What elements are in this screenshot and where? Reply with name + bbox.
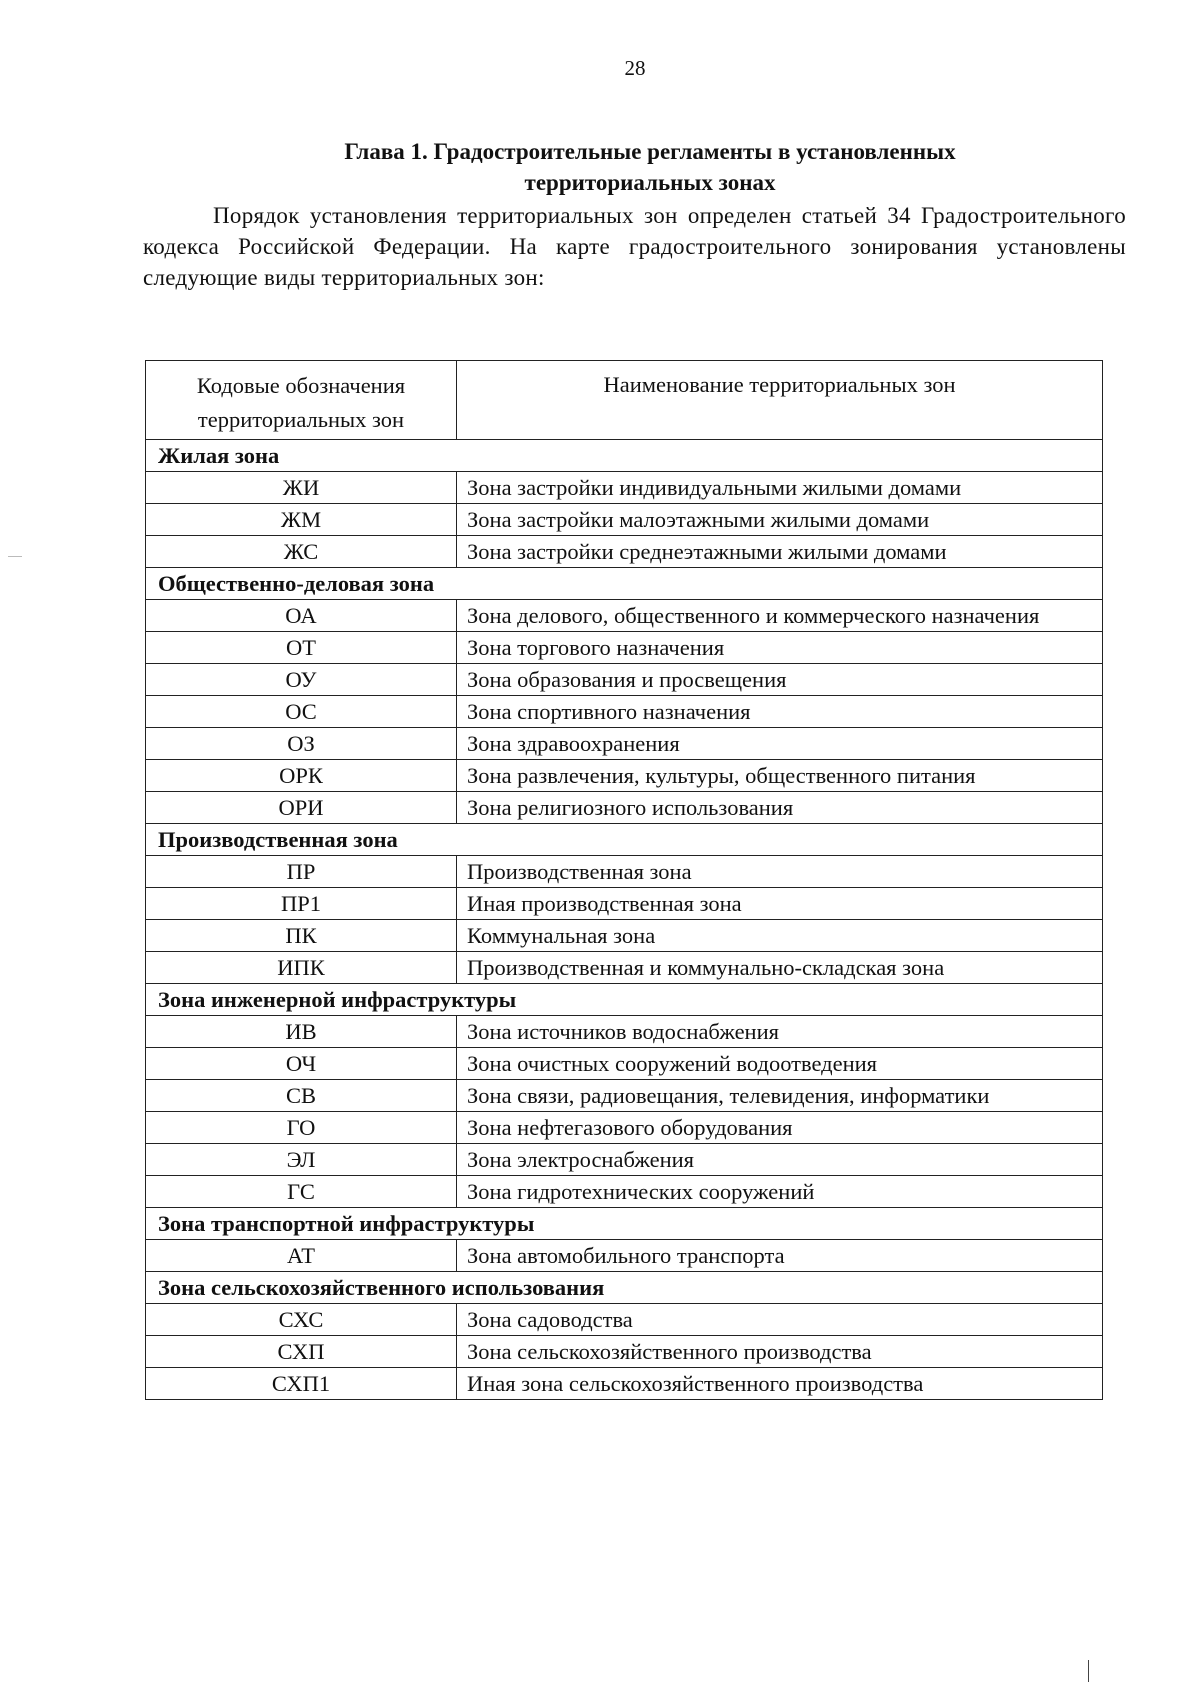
zone-name-cell: Зона делового, общественного и коммерческого назначения: [457, 600, 1103, 632]
zone-name-cell: Зона гидротехнических сооружений: [457, 1176, 1103, 1208]
table-row: [146, 504, 1103, 536]
zone-code-cell: ОТ: [146, 632, 457, 664]
zone-code-cell: ИВ: [146, 1016, 457, 1048]
zone-group-row: [146, 1272, 1103, 1304]
zone-name-cell: Зона застройки индивидуальными жилыми домами: [457, 472, 1103, 504]
zone-code-cell: ПК: [146, 920, 457, 952]
intro-text: Порядок установления территориальных зон определен статьей 34 Градостроительного кодекса Российской Федерации. На карте градостроительного зонирования установлены следующие виды территориальных зон:: [143, 203, 1126, 290]
header-code-cell: Кодовые обозначения территориальных зон: [146, 361, 457, 440]
zone-name-cell: Иная зона сельскохозяйственного производства: [457, 1368, 1103, 1400]
zone-code-cell: СХП1: [146, 1368, 457, 1400]
table-row: [146, 1048, 1103, 1080]
table-row: [146, 1240, 1103, 1272]
zone-code-cell: ЖС: [146, 536, 457, 568]
table-row: [146, 952, 1103, 984]
zone-group-title: Жилая зона: [146, 440, 1103, 472]
zone-code-cell: ЭЛ: [146, 1144, 457, 1176]
page-number: 28: [624, 56, 646, 80]
zone-name-cell: Зона источников водоснабжения: [457, 1016, 1103, 1048]
zone-name-cell: Зона нефтегазового оборудования: [457, 1112, 1103, 1144]
zone-name-cell: Зона торгового назначения: [457, 632, 1103, 664]
table-row: [146, 856, 1103, 888]
zone-code-cell: СХС: [146, 1304, 457, 1336]
table-row: [146, 1304, 1103, 1336]
zones-table: [145, 360, 1103, 1400]
zone-name-cell: Зона образования и просвещения: [457, 664, 1103, 696]
zone-name-cell: Зона здравоохранения: [457, 728, 1103, 760]
zone-code-cell: ПР: [146, 856, 457, 888]
table-row: [146, 1336, 1103, 1368]
zone-code-cell: ОУ: [146, 664, 457, 696]
zone-group-title: Производственная зона: [146, 824, 1103, 856]
table-row: [146, 664, 1103, 696]
intro-paragraph: [143, 200, 1126, 293]
table-row: [146, 888, 1103, 920]
table-row: [146, 1368, 1103, 1400]
table-row: [146, 696, 1103, 728]
zone-code-cell: ОЧ: [146, 1048, 457, 1080]
chapter-title-line-1: Глава 1. Градостроительные регламенты в установленных: [344, 139, 956, 164]
zone-name-cell: Зона электроснабжения: [457, 1144, 1103, 1176]
zone-name-cell: Иная производственная зона: [457, 888, 1103, 920]
table-row: [146, 1080, 1103, 1112]
header-name-cell: Наименование территориальных зон: [457, 361, 1103, 440]
table-row: [146, 760, 1103, 792]
zone-name-cell: Производственная и коммунально-складская зона: [457, 952, 1103, 984]
zone-group-title: Зона сельскохозяйственного использования: [146, 1272, 1103, 1304]
zone-code-cell: ОРИ: [146, 792, 457, 824]
zone-code-cell: ГС: [146, 1176, 457, 1208]
table-row: [146, 536, 1103, 568]
zone-code-cell: АТ: [146, 1240, 457, 1272]
zone-name-cell: Зона спортивного назначения: [457, 696, 1103, 728]
zone-code-cell: ИПК: [146, 952, 457, 984]
zone-code-cell: ОС: [146, 696, 457, 728]
zone-name-cell: Зона застройки среднеэтажными жилыми домами: [457, 536, 1103, 568]
zone-group-row: [146, 824, 1103, 856]
zone-name-cell: Зона сельскохозяйственного производства: [457, 1336, 1103, 1368]
zone-group-title: Зона инженерной инфраструктуры: [146, 984, 1103, 1016]
zone-name-cell: Зона очистных сооружений водоотведения: [457, 1048, 1103, 1080]
zone-code-cell: ЖМ: [146, 504, 457, 536]
zone-code-cell: ГО: [146, 1112, 457, 1144]
table-row: [146, 920, 1103, 952]
zone-group-row: [146, 568, 1103, 600]
zone-name-cell: Производственная зона: [457, 856, 1103, 888]
zone-code-cell: СВ: [146, 1080, 457, 1112]
chapter-title: [200, 136, 1100, 198]
zone-name-cell: Зона связи, радиовещания, телевидения, информатики: [457, 1080, 1103, 1112]
zone-code-cell: СХП: [146, 1336, 457, 1368]
zone-name-cell: Зона автомобильного транспорта: [457, 1240, 1103, 1272]
table-row: [146, 1016, 1103, 1048]
zone-group-title: Общественно-деловая зона: [146, 568, 1103, 600]
zone-group-row: [146, 1208, 1103, 1240]
scan-edge-mark: [8, 556, 22, 557]
zone-name-cell: Коммунальная зона: [457, 920, 1103, 952]
zones-table-body: [146, 361, 1103, 1400]
chapter-title-line-2: территориальных зонах: [524, 170, 776, 195]
table-row: [146, 1112, 1103, 1144]
table-row: [146, 600, 1103, 632]
zone-name-cell: Зона развлечения, культуры, общественного питания: [457, 760, 1103, 792]
zone-group-row: [146, 440, 1103, 472]
zone-code-cell: ЖИ: [146, 472, 457, 504]
table-row: [146, 728, 1103, 760]
zone-name-cell: Зона религиозного использования: [457, 792, 1103, 824]
table-row: [146, 632, 1103, 664]
table-row: [146, 472, 1103, 504]
table-row: [146, 1176, 1103, 1208]
scan-edge-mark-right: [1088, 1660, 1089, 1682]
zone-code-cell: ОРК: [146, 760, 457, 792]
zone-code-cell: ПР1: [146, 888, 457, 920]
zone-name-cell: Зона застройки малоэтажными жилыми домами: [457, 504, 1103, 536]
zone-group-row: [146, 984, 1103, 1016]
zone-code-cell: ОА: [146, 600, 457, 632]
table-row: [146, 792, 1103, 824]
zone-code-cell: ОЗ: [146, 728, 457, 760]
zone-group-title: Зона транспортной инфраструктуры: [146, 1208, 1103, 1240]
table-header-row: [146, 361, 1103, 440]
zone-name-cell: Зона садоводства: [457, 1304, 1103, 1336]
table-row: [146, 1144, 1103, 1176]
